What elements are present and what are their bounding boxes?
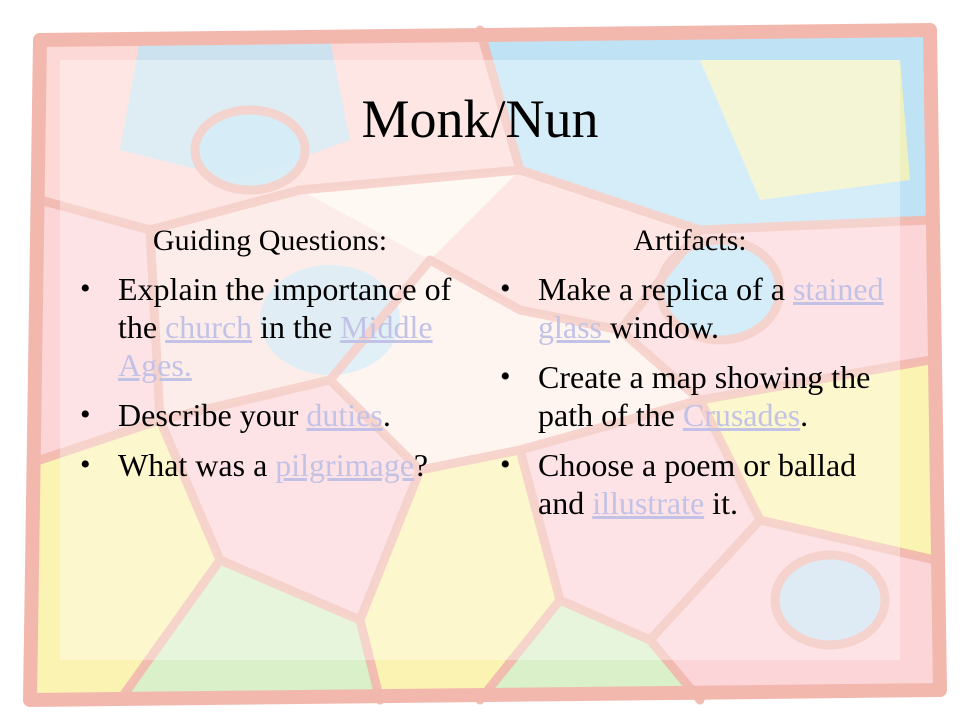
item-text: Describe your <box>118 397 307 433</box>
stained-glass-link[interactable]: stained glass <box>538 271 884 345</box>
crusades-link[interactable]: Crusades <box>682 397 801 433</box>
item-text: it. <box>704 485 738 521</box>
list-item <box>500 358 900 434</box>
artifacts-heading: Artifacts: <box>633 224 747 257</box>
guiding-questions-column <box>80 222 480 496</box>
illustrate-link[interactable]: illustrate <box>592 485 705 521</box>
bullet-icon: • <box>500 272 511 305</box>
guiding-questions-heading: Guiding Questions: <box>152 224 388 257</box>
list-item <box>80 270 480 384</box>
item-text: in the <box>252 309 341 345</box>
middle-ages-link[interactable]: Middle Ages. <box>118 309 433 383</box>
bullet-icon: • <box>500 360 511 393</box>
item-text: . <box>800 397 809 433</box>
pilgrimage-link[interactable]: pilgrimage <box>275 447 414 483</box>
list-item <box>80 446 480 484</box>
item-text: . <box>382 397 391 433</box>
bullet-icon: • <box>80 448 91 481</box>
bullet-icon: • <box>80 398 91 431</box>
artifacts-list <box>500 270 900 522</box>
item-text: Create a map showing the path of the <box>538 359 871 433</box>
slide-title: Monk/Nun <box>361 89 599 149</box>
item-text: Make a replica of a <box>538 271 793 307</box>
item-text: ? <box>413 447 429 483</box>
list-item <box>500 270 900 346</box>
church-link[interactable]: church <box>165 309 253 345</box>
item-text: window. <box>610 309 720 345</box>
list-item <box>500 446 900 522</box>
bullet-icon: • <box>500 448 511 481</box>
guiding-questions-list <box>80 270 480 484</box>
item-text: Choose a poem or ballad and <box>538 447 857 521</box>
item-text: What was a <box>118 447 276 483</box>
duties-link[interactable]: duties <box>306 397 383 433</box>
list-item <box>80 396 480 434</box>
bullet-icon: • <box>80 272 91 305</box>
artifacts-column <box>500 222 900 534</box>
item-text: Explain the importance of the <box>118 271 452 345</box>
